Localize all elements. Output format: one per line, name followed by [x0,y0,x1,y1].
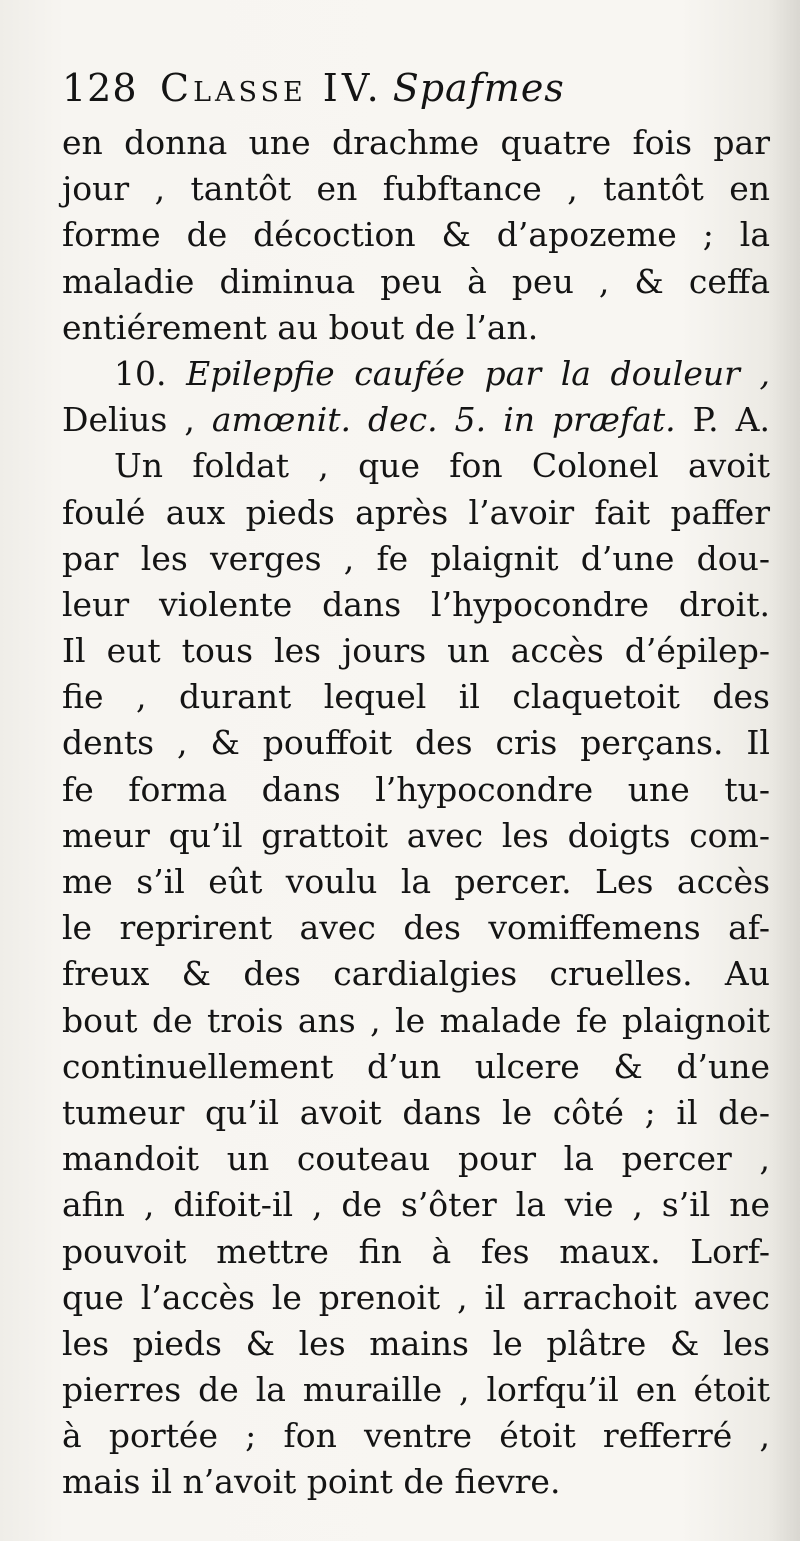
text-line: à portée ; fon ventre étoit refferré , [62,1416,770,1456]
text-line: forme de décoction & d’apozeme ; la [62,215,770,255]
reference-work: amœnit. dec. 5. in præfat. [211,400,676,440]
text-line: fie , durant lequel il claquetoit des [62,677,770,717]
text-line: entiérement au bout de l’an. [62,307,539,347]
text-line: freux & des cardialgies cruelles. Au [62,954,770,994]
text-line: leur violente dans l’hypocondre droit. [62,584,770,624]
page-number: 128 [62,66,138,110]
case-reference [62,397,770,443]
text-line: Un foldat , que fon Colonel avoit [114,446,770,486]
reference-tail: P. A. [692,400,770,440]
running-title: Spafmes [392,66,565,110]
text-line: que l’accès le prenoit , il arrachoit avec [62,1277,770,1317]
case-number: 10. [114,353,167,393]
text-line: foulé aux pieds après l’avoir fait paffer [62,492,770,532]
text-line: Il eut tous les jours un accès d’épilep- [62,631,770,671]
text-line: par les verges , fe plaignit d’une dou- [62,538,770,578]
text-line: jour , tantôt en fubftance , tantôt en [62,169,770,209]
page-text [62,56,770,1506]
text-line: pouvoit mettre fin à fes maux. Lorf- [62,1231,770,1271]
text-line: maladie diminua peu à peu , & ceffa [62,261,770,301]
text-line: mandoit un couteau pour la percer , [62,1139,770,1179]
case-heading [62,351,770,397]
text-line: le reprirent avec des vomiffemens af- [62,908,770,948]
text-line: pierres de la muraille , lorfqu’il en étoit [62,1370,770,1410]
text-line: fe forma dans l’hypocondre une tu- [62,769,770,809]
text-line: afin , difoit-il , de s’ôter la vie , s’il ne [62,1185,770,1225]
text-line: bout de trois ans , le malade fe plaignoit [62,1000,770,1040]
reference-author: Delius , [62,400,195,440]
text-line: tumeur qu’il avoit dans le côté ; il de- [62,1092,770,1132]
case-title: Epilepfie caufée par la douleur , [186,353,771,393]
text-line: me s’il eût voulu la percer. Les accès [62,862,770,901]
text-line: mais il n’avoit point de fievre. [62,1462,561,1502]
text-line: dents , & pouffoit des cris perçans. Il [62,723,770,763]
text-line: en donna une drachme quatre fois par [62,123,770,162]
text-line: meur qu’il grattoit avec les doigts com- [62,815,770,855]
text-line: continuellement d’un ulcere & d’une [62,1046,770,1086]
class-title: Classe IV. [160,66,383,110]
running-header [62,56,770,120]
text-line: les pieds & les mains le plâtre & les [62,1323,770,1363]
